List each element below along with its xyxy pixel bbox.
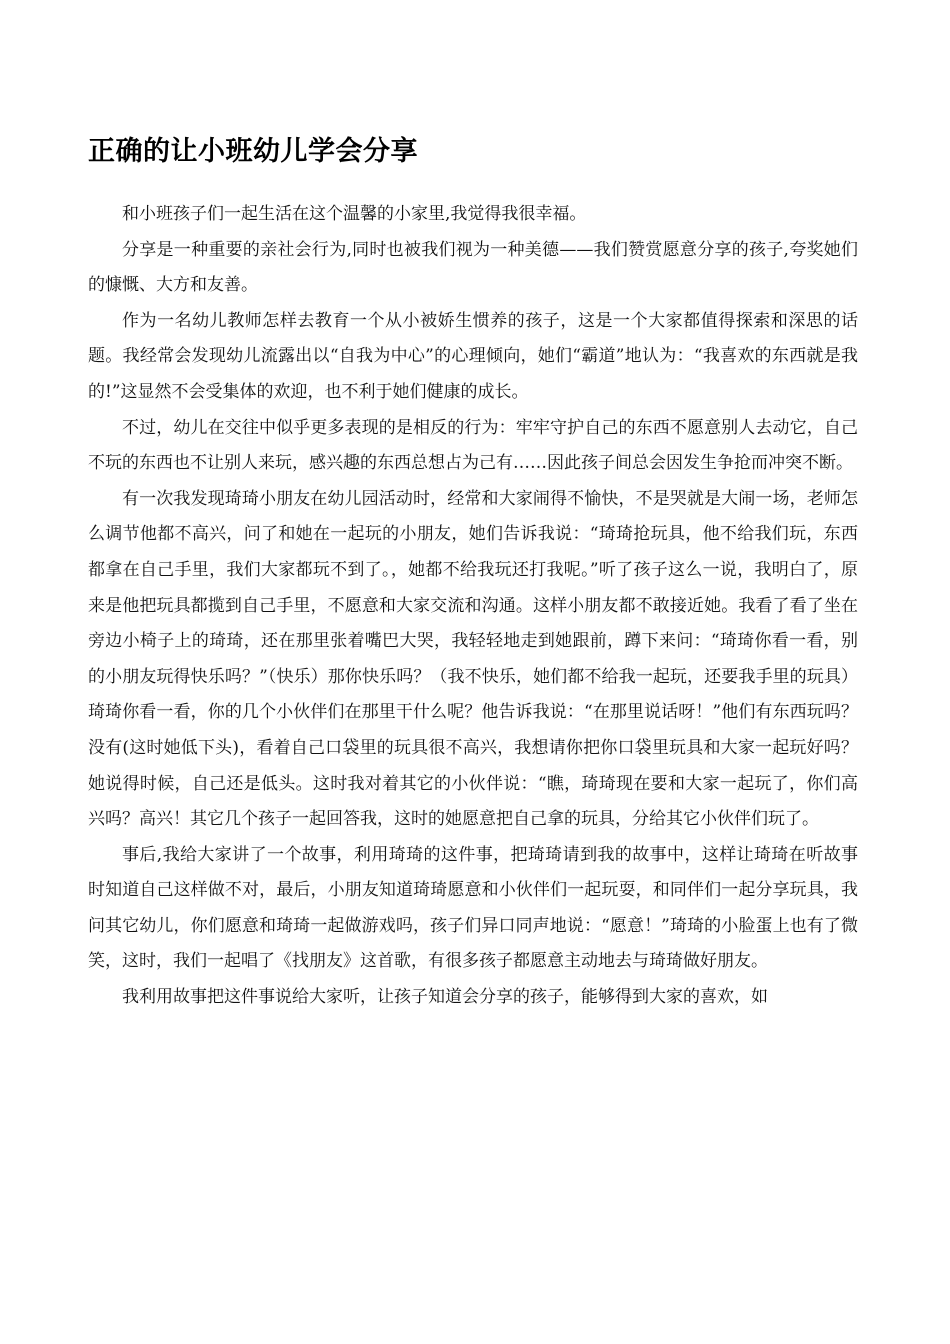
document-body [88,197,858,1016]
paragraph-qiqi-story: 有一次我发现琦琦小朋友在幼儿园活动时，经常和大家闹得不愉快，不是哭就是大闹一场，老师怎么调节他都不高兴，问了和她在一起玩的小朋友，她们告诉我说：“琦琦抢玩具，他不给我们玩，东西都拿在自己手里，我们大家都玩不到了。，她都不给我玩还打我呢。”听了孩子这么一说，我明白了，原来是他把玩具都揽到自己手里，不愿意和大家交流和沟通。这样小朋友都不敢接近她。我看了看了坐在旁边小椅子上的琦琦，还在那里张着嘴巴大哭，我轻轻地走到她跟前，蹲下来问：“琦琦你看一看，别的小朋友玩得快乐吗？”（快乐）那你快乐吗？（我不快乐，她们都不给我一起玩，还要我手里的玩具）琦琦你看一看，你的几个小伙伴们在那里干什么呢？他告诉我说：“在那里说话呀！”他们有东西玩吗？没有(这时她低下头)，看着自己口袋里的玩具很不高兴，我想请你把你口袋里玩具和大家一起玩好吗？她说得时候，自己还是低头。这时我对着其它的小伙伴说：“瞧，琦琦现在要和大家一起玩了，你们高兴吗？高兴！其它几个孩子一起回答我，这时的她愿意把自己拿的玩具，分给其它小伙伴们玩了。 [88,488,858,830]
document-title: 正确的让小班幼儿学会分享 [88,136,418,167]
paragraph-opposite-behavior: 不过，幼儿在交往中似乎更多表现的是相反的行为：牢牢守护自己的东西不愿意别人去动它，自己不玩的东西也不让别人来玩，感兴趣的东西总想占为己有……因此孩子间总会因发生争抢而冲突不断。 [88,417,858,474]
paragraph-conclusion: 我利用故事把这件事说给大家听，让孩子知道会分享的孩子，能够得到大家的喜欢，如 [122,987,768,1008]
paragraph-teacher-question: 作为一名幼儿教师怎样去教育一个从小被娇生惯养的孩子，这是一个大家都值得探索和深思的话题。我经常会发现幼儿流露出以“自我为中心”的心理倾向，她们“霸道”地认为：“我喜欢的东西就是我的!”这显然不会受集体的欢迎，也不利于她们健康的成长。 [88,310,858,402]
paragraph-intro: 和小班孩子们一起生活在这个温馨的小家里,我觉得我很幸福。 [122,204,587,224]
paragraph-afterwards: 事后,我给大家讲了一个故事，利用琦琦的这件事，把琦琦请到我的故事中，这样让琦琦在听故事时知道自己这样做不对，最后，小朋友知道琦琦愿意和小伙伴们一起玩耍，和同伴们一起分享玩具，我问其它幼儿，你们愿意和琦琦一起做游戏吗，孩子们异口同声地说：“愿意！”琦琦的小脸蛋上也有了微笑，这时，我们一起唱了《找朋友》这首歌，有很多孩子都愿意主动地去与琦琦做好朋友。 [88,844,858,972]
paragraph-sharing-virtue: 分享是一种重要的亲社会行为,同时也被我们视为一种美德——我们赞赏愿意分享的孩子,夸奖她们的慷慨、大方和友善。 [88,239,858,296]
